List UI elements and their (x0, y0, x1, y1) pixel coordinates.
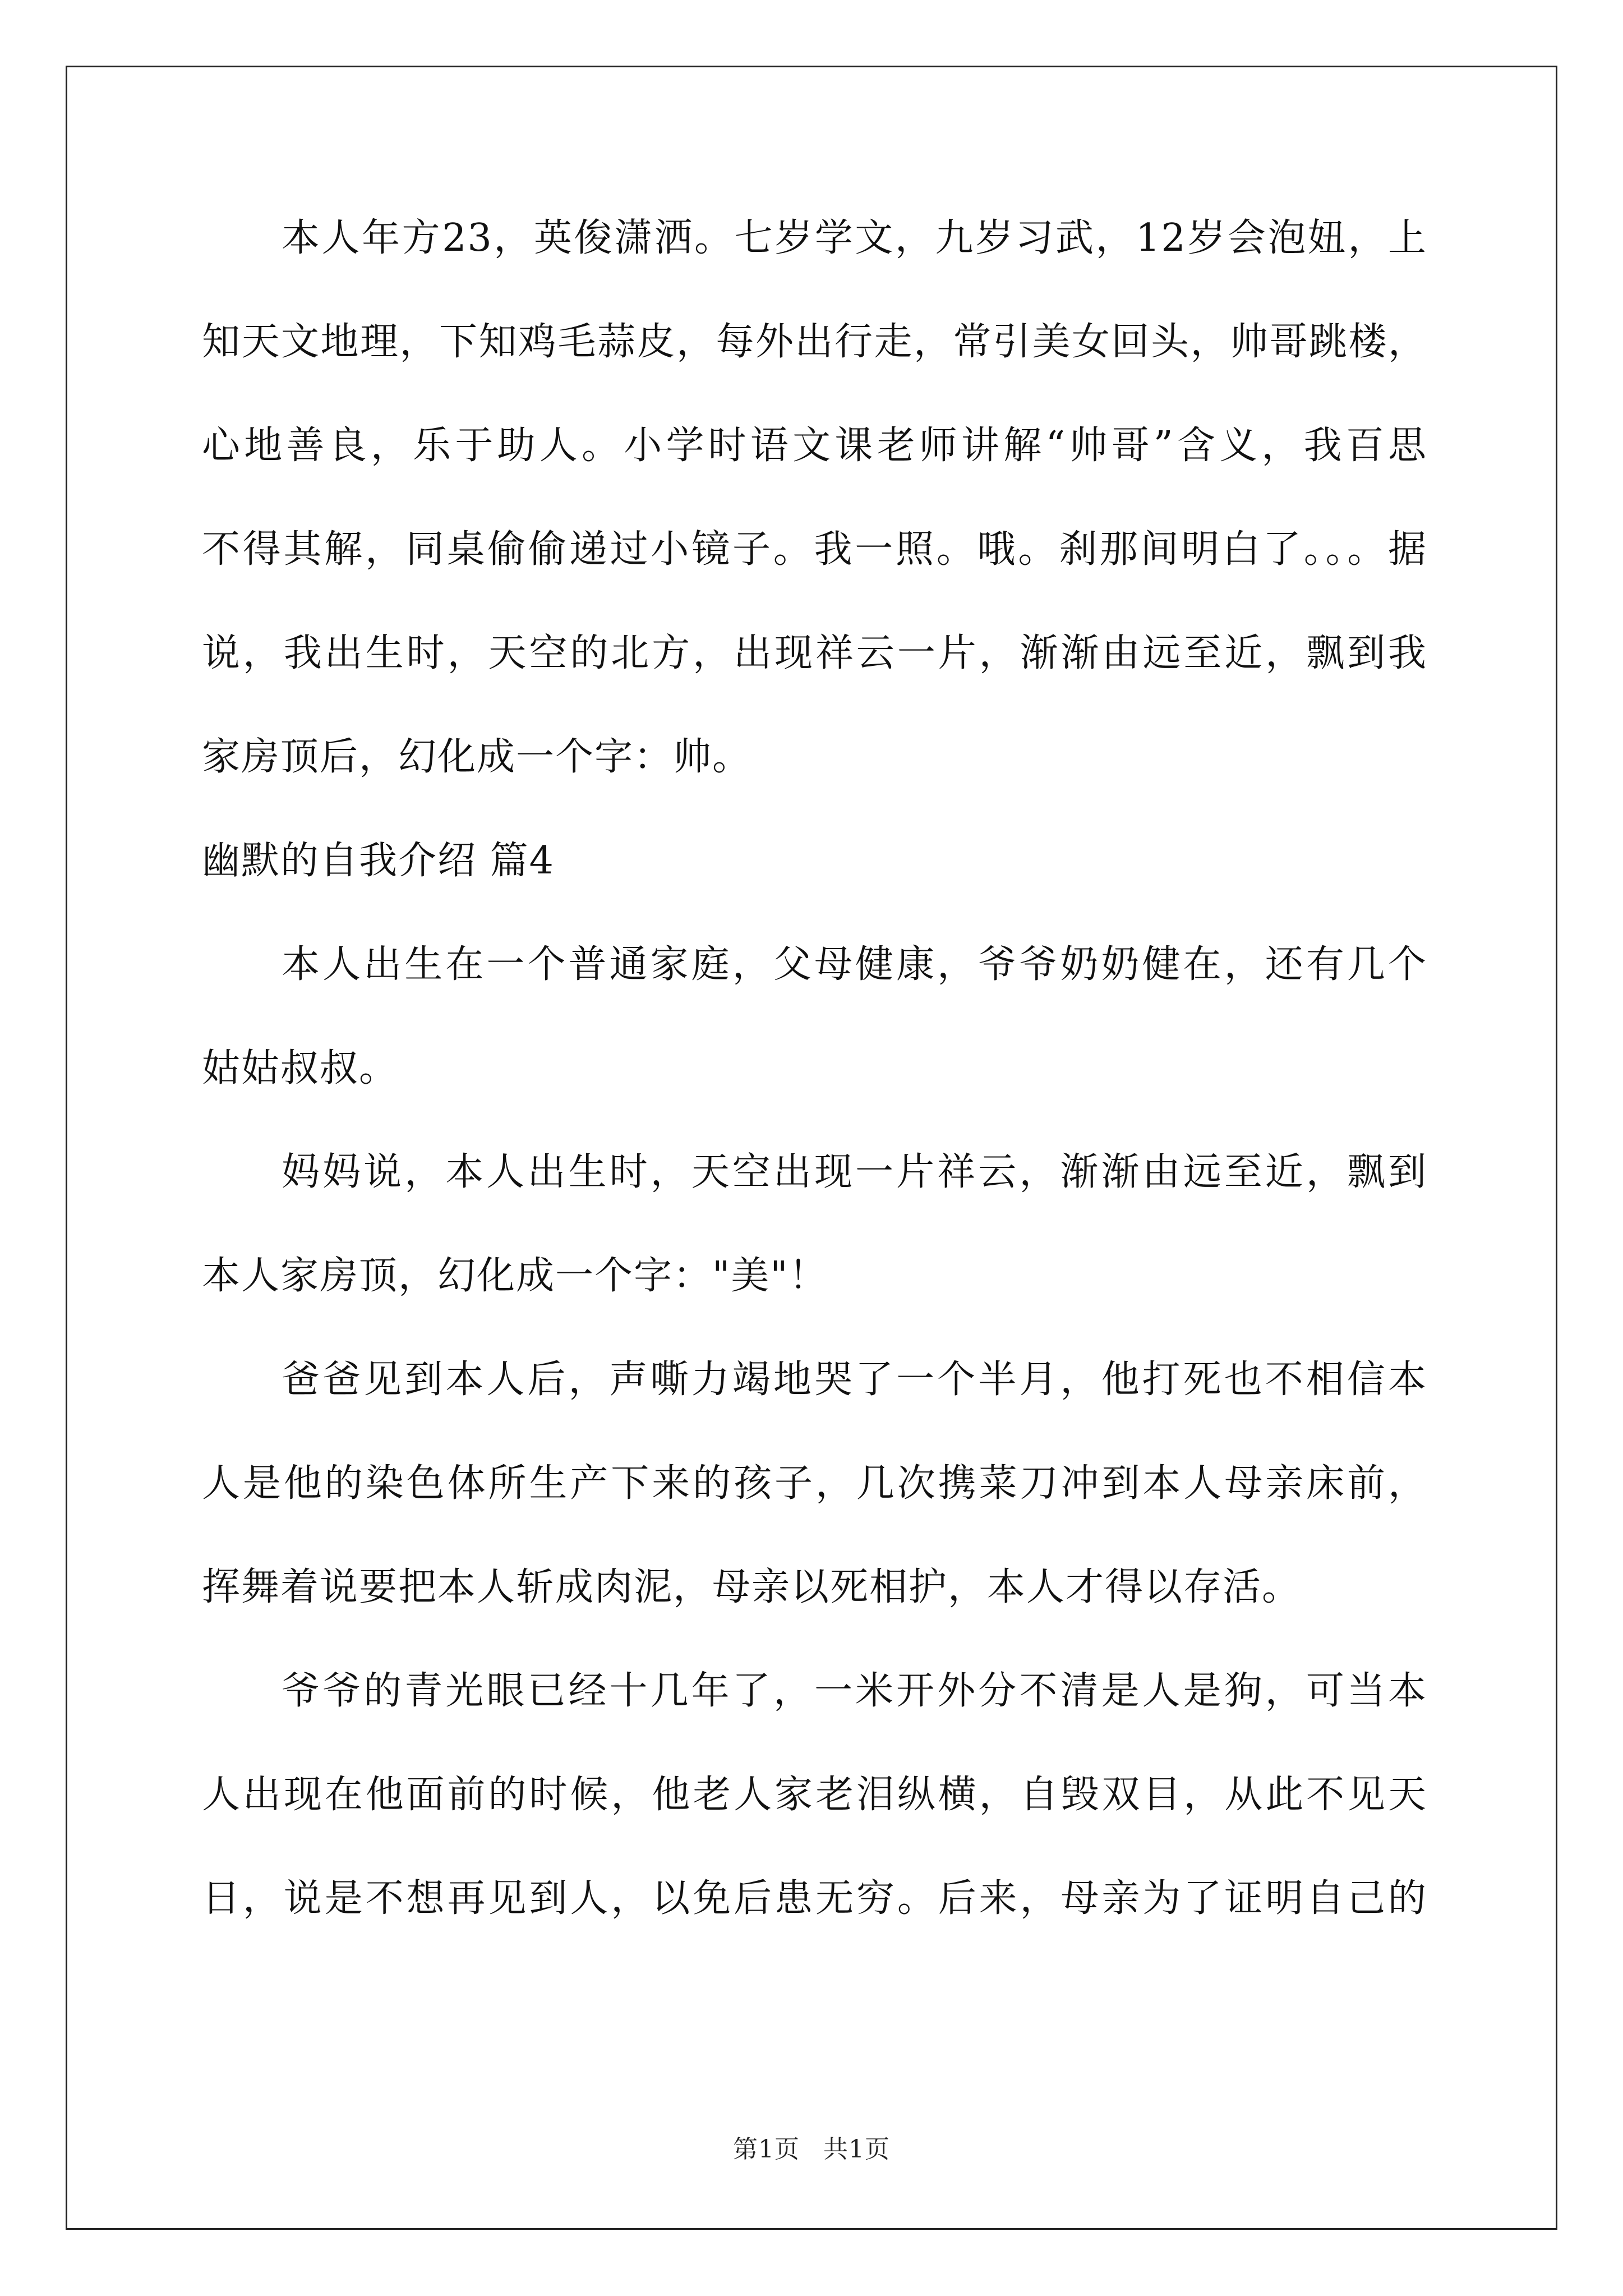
page-footer (0, 2129, 1623, 2165)
paragraph-line: 本人年方23，英俊潇洒。七岁学文，九岁习武，12岁会泡妞，上 (282, 216, 1427, 260)
paragraph-line: 心地善良，乐于助人。小学时语文课老师讲解“帅哥”含义，我百思 (202, 424, 1427, 468)
paragraph-line: 不得其解，同桌偷偷递过小镜子。我一照。哦。刹那间明白了。。。据 (202, 527, 1427, 572)
paragraph-line: 知天文地理，下知鸡毛蒜皮，每外出行走，常引美女回头，帅哥跳楼， (202, 320, 1427, 364)
section-heading: 幽默的自我介绍 篇4 (202, 839, 555, 883)
paragraph-line: 妈妈说，本人出生时，天空出现一片祥云，渐渐由远至近，飘到 (282, 1150, 1427, 1194)
paragraph-line: 家房顶后，幻化成一个字：帅。 (202, 735, 752, 779)
page-number: 第1页 (733, 2135, 800, 2164)
paragraph-line: 本人家房顶，幻化成一个字："美"！ (202, 1254, 828, 1298)
page-total: 共1页 (823, 2135, 890, 2164)
paragraph-line: 人是他的染色体所生产下来的孩子，几次携菜刀冲到本人母亲床前， (202, 1461, 1427, 1506)
paragraph-line: 爸爸见到本人后，声嘶力竭地哭了一个半月，他打死也不相信本 (282, 1358, 1427, 1402)
paragraph-line: 本人出生在一个普通家庭，父母健康，爷爷奶奶健在，还有几个 (282, 942, 1427, 987)
paragraph-line: 说，我出生时，天空的北方，出现祥云一片，渐渐由远至近，飘到我 (202, 631, 1427, 675)
paragraph-line: 人出现在他面前的时候，他老人家老泪纵横，自毁双目，从此不见天 (202, 1773, 1427, 1817)
paragraph-line: 爷爷的青光眼已经十几年了，一米开外分不清是人是狗，可当本 (282, 1669, 1427, 1713)
paragraph-line: 挥舞着说要把本人斩成肉泥，母亲以死相护，本人才得以存活。 (202, 1565, 1302, 1609)
paragraph-line: 姑姑叔叔。 (202, 1046, 399, 1091)
paragraph-line: 日，说是不想再见到人，以免后患无穷。后来，母亲为了证明自己的 (202, 1876, 1427, 1921)
